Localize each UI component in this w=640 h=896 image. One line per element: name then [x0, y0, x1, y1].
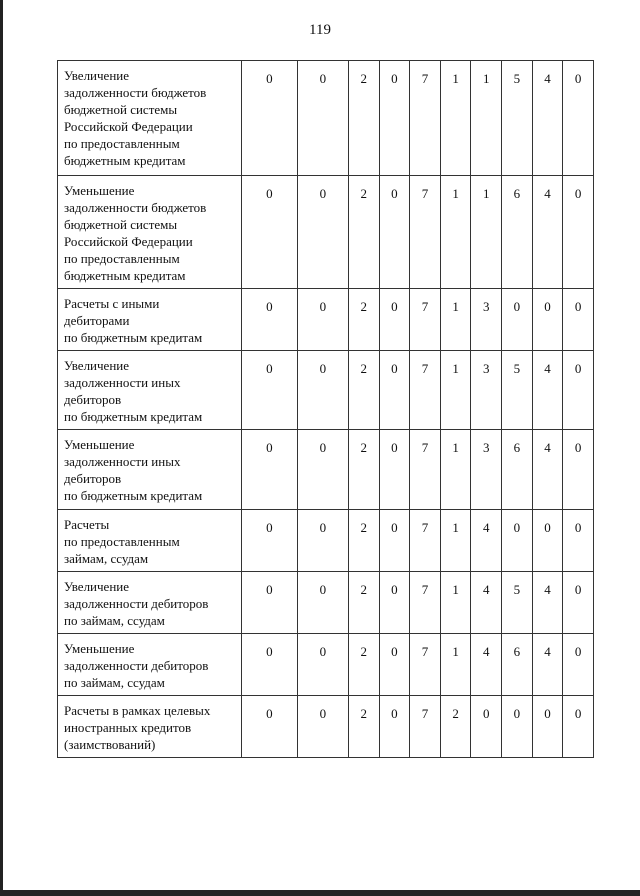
code-digit: 7 — [410, 289, 441, 351]
code-digit: 0 — [379, 510, 410, 572]
code-digit: 3 — [471, 430, 502, 510]
code-digit: 7 — [410, 61, 441, 176]
code-digit: 7 — [410, 176, 441, 289]
code-digit: 4 — [532, 351, 563, 430]
code-digit: 3 — [471, 289, 502, 351]
code-digit: 7 — [410, 572, 441, 634]
code-digit: 4 — [532, 430, 563, 510]
code-digit: 0 — [297, 696, 348, 758]
code-digit: 1 — [440, 572, 471, 634]
code-digit: 1 — [440, 289, 471, 351]
code-digit: 4 — [471, 634, 502, 696]
code-digit: 0 — [241, 351, 297, 430]
code-digit: 2 — [348, 696, 379, 758]
scan-edge-left — [0, 0, 3, 896]
account-name: Увеличение задолженности иных дебиторов по бюджетным кредитам — [58, 351, 242, 430]
code-digit: 0 — [563, 696, 594, 758]
code-digit: 0 — [502, 510, 533, 572]
code-digit: 0 — [532, 289, 563, 351]
code-digit: 0 — [379, 61, 410, 176]
code-digit: 1 — [440, 430, 471, 510]
table-row — [58, 634, 594, 696]
scan-edge-bottom — [0, 890, 640, 896]
code-digit: 7 — [410, 510, 441, 572]
code-digit: 1 — [440, 510, 471, 572]
page-number: 119 — [309, 22, 331, 38]
code-digit: 0 — [241, 510, 297, 572]
account-name: Увеличение задолженности бюджетов бюджетной системы Российской Федерации по предоставленным бюджетным кредитам — [58, 61, 242, 176]
code-digit: 0 — [297, 176, 348, 289]
code-digit: 5 — [502, 61, 533, 176]
account-name: Расчеты по предоставленным займам, ссудам — [58, 510, 242, 572]
code-digit: 2 — [348, 510, 379, 572]
table-row — [58, 351, 594, 430]
code-digit: 0 — [563, 176, 594, 289]
code-digit: 6 — [502, 176, 533, 289]
code-digit: 0 — [563, 634, 594, 696]
table-row — [58, 696, 594, 758]
code-digit: 0 — [297, 510, 348, 572]
code-digit: 5 — [502, 351, 533, 430]
code-digit: 0 — [379, 351, 410, 430]
code-digit: 7 — [410, 696, 441, 758]
code-digit: 0 — [297, 572, 348, 634]
code-digit: 2 — [348, 176, 379, 289]
code-digit: 7 — [410, 351, 441, 430]
table-row — [58, 430, 594, 510]
code-digit: 0 — [471, 696, 502, 758]
table-row — [58, 572, 594, 634]
code-digit: 0 — [297, 61, 348, 176]
code-digit: 0 — [379, 430, 410, 510]
code-digit: 0 — [241, 634, 297, 696]
code-digit: 2 — [348, 351, 379, 430]
code-digit: 0 — [297, 430, 348, 510]
code-digit: 0 — [241, 430, 297, 510]
code-digit: 2 — [440, 696, 471, 758]
code-digit: 6 — [502, 430, 533, 510]
code-digit: 4 — [532, 61, 563, 176]
code-digit: 0 — [563, 351, 594, 430]
code-digit: 4 — [532, 634, 563, 696]
code-digit: 0 — [563, 430, 594, 510]
code-digit: 0 — [502, 696, 533, 758]
code-digit: 0 — [297, 634, 348, 696]
table-row — [58, 61, 594, 176]
code-digit: 7 — [410, 430, 441, 510]
code-digit: 1 — [440, 634, 471, 696]
code-digit: 2 — [348, 289, 379, 351]
code-digit: 7 — [410, 634, 441, 696]
code-digit: 0 — [297, 351, 348, 430]
code-digit: 3 — [471, 351, 502, 430]
table-row — [58, 289, 594, 351]
code-digit: 1 — [471, 176, 502, 289]
code-digit: 0 — [241, 61, 297, 176]
code-digit: 2 — [348, 572, 379, 634]
account-name: Уменьшение задолженности дебиторов по займам, ссудам — [58, 634, 242, 696]
code-digit: 0 — [502, 289, 533, 351]
code-digit: 0 — [241, 176, 297, 289]
code-digit: 1 — [440, 351, 471, 430]
code-digit: 2 — [348, 634, 379, 696]
code-digit: 0 — [379, 572, 410, 634]
code-digit: 0 — [379, 176, 410, 289]
accounts-table — [57, 60, 594, 758]
code-digit: 1 — [440, 61, 471, 176]
code-digit: 1 — [471, 61, 502, 176]
code-digit: 4 — [532, 176, 563, 289]
account-name: Расчеты с иными дебиторами по бюджетным кредитам — [58, 289, 242, 351]
code-digit: 0 — [241, 696, 297, 758]
code-digit: 4 — [532, 572, 563, 634]
account-name: Увеличение задолженности дебиторов по займам, ссудам — [58, 572, 242, 634]
code-digit: 4 — [471, 572, 502, 634]
account-name: Уменьшение задолженности бюджетов бюджетной системы Российской Федерации по предоставленным бюджетным кредитам — [58, 176, 242, 289]
code-digit: 1 — [440, 176, 471, 289]
table-row — [58, 510, 594, 572]
code-digit: 0 — [563, 289, 594, 351]
account-name: Расчеты в рамках целевых иностранных кредитов (заимствований) — [58, 696, 242, 758]
code-digit: 0 — [241, 289, 297, 351]
code-digit: 0 — [297, 289, 348, 351]
code-digit: 5 — [502, 572, 533, 634]
code-digit: 0 — [241, 572, 297, 634]
code-digit: 2 — [348, 61, 379, 176]
code-digit: 0 — [379, 289, 410, 351]
code-digit: 0 — [563, 572, 594, 634]
code-digit: 0 — [563, 510, 594, 572]
table-row — [58, 176, 594, 289]
code-digit: 4 — [471, 510, 502, 572]
code-digit: 0 — [379, 634, 410, 696]
code-digit: 0 — [379, 696, 410, 758]
code-digit: 0 — [532, 696, 563, 758]
code-digit: 2 — [348, 430, 379, 510]
account-name: Уменьшение задолженности иных дебиторов по бюджетным кредитам — [58, 430, 242, 510]
code-digit: 6 — [502, 634, 533, 696]
code-digit: 0 — [563, 61, 594, 176]
code-digit: 0 — [532, 510, 563, 572]
